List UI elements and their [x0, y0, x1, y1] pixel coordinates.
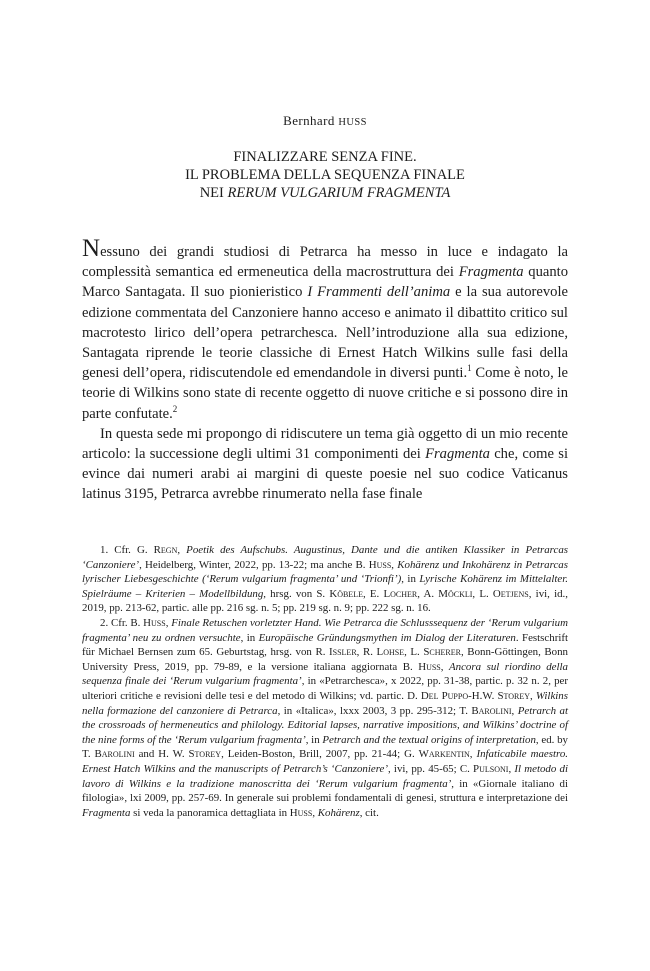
text-run-p1-i2: I Frammenti dell’anima — [307, 284, 451, 301]
text-run-n2-s29: , ed. by T. — [82, 733, 568, 761]
text-run-n2-s27: , in — [305, 733, 323, 746]
text-run-n1-s08: Kohärenz und Inkohärenz in Petrarcas lyrischer Liebesgeschichte (‘Rerum vulgarium fragmenta’ und ‘Trionfi’) — [82, 558, 568, 586]
text-run-n2-s43: si veda la panoramica dettagliata in — [130, 806, 290, 819]
text-run-n2-s47: , cit. — [359, 806, 379, 819]
footnote-2 — [82, 616, 568, 820]
text-run-n1-s06: Huss — [368, 558, 392, 571]
text-run-n2-s01: 2. Cfr. B. — [100, 616, 144, 629]
text-run-p1-t2: quanto Marco Santagata. Il suo pionieristico — [82, 264, 568, 301]
text-run-n2-s19: -H.W. — [468, 689, 498, 702]
text-run-n2-s40: Il metodo di lavoro di Wilkins e la tradizione manoscritta dei ‘Rerum vulgarium fragmenta’ — [82, 762, 568, 790]
text-run-n2-s04: Finale Retuschen vorletzter Hand. Wie Petrarca die Schlusssequenz der ‘Rerum vulgarium fragmenta’ neu zu ordnen versuchte — [82, 616, 568, 644]
text-run-n1-s10: Lyrische Kohärenz im Mittelalter. Spielräume – Kriterien – Modellbildung — [82, 573, 568, 600]
text-run-n2-s03: , — [165, 616, 172, 629]
text-run-n2-s25: , — [511, 704, 518, 717]
text-run-n2-s09: , R. — [356, 646, 377, 659]
text-run-p1-t3: e la sua autorevole edizione commentata del Canzoniere hanno acceso e animato il dibattito critico sul macrotesto lirico dell’opera petrarchesca. Nell’introduzione alla sua edizione, Santagata riprende le teorie classiche di Ernest Hatch Wilkins sulle fasi della genesi dell’opera, ridiscutendole ed emendandole in diversi punti. — [82, 284, 568, 382]
footnote-ref-2[interactable]: 2 — [172, 403, 178, 414]
text-run-n2-s26: Petrarch at the crossroads of hermeneutics and philology. Editorial lapses, narrative impositions, and Wilkins’ doctrine of the nine forms of the ‘Rerum vulgarium fragmenta’ — [82, 704, 568, 746]
text-run-n1-s11: , hrsg. von S. — [263, 587, 330, 600]
text-run-n1-s09: , in — [401, 573, 420, 586]
text-run-n2-s15: , — [440, 660, 449, 673]
text-run-n2-s22: Wilkins nella formazione del canzoniere di Petrarca — [82, 689, 568, 717]
text-run-n2-s11: , L. — [404, 646, 424, 659]
text-run-n2-s13: , Bonn-Göttingen, Bonn University Press, 2019, pp. 79-89, e la versione italiana aggiornata B. — [82, 646, 569, 673]
text-run-n1-s18: Oetjens — [492, 587, 529, 600]
text-run-n2-s23: , in «Italica», lxxx 2003, 3 pp. 295-312; T. — [277, 704, 472, 717]
text-run-n2-s32: Storey — [188, 748, 222, 761]
text-run-p1-t1: essuno dei grandi studiosi di Petrarca ha messo in luce e indagato la complessità semantica ed ermeneutica della macrostruttura dei — [82, 244, 568, 281]
text-run-n2-s28: Petrarch and the textual origins of interpretation — [322, 733, 536, 746]
text-run-n2-s45: , — [312, 806, 318, 819]
title-line-2: IL PROBLEMA DELLA SEQUENZA FINALE — [185, 167, 465, 183]
text-run-n2-s10: Lohse — [376, 646, 405, 659]
text-run-n2-s30: Barolini — [94, 748, 135, 761]
text-run-p1-i1: Fragmenta — [458, 264, 524, 281]
text-run-n2-s31: and H. W. — [134, 748, 189, 761]
text-run-n2-s05: , in — [240, 631, 259, 644]
text-run-n2-s35: , — [469, 748, 477, 761]
text-run-n2-s06: Europäische Gründungsmythen im Dialog der Literaturen — [258, 631, 516, 644]
text-run-n1-s05: , Heidelberg, Winter, 2022, pp. 13-22; ma anche B. — [139, 558, 369, 571]
text-run-n2-s46: Kohärenz — [317, 806, 360, 819]
main-text — [82, 235, 569, 505]
text-run-n1-s04: Poetik des Aufschubs. Augustinus, Dante und die antiken Klassiker in Petrarcas ‘Canzoniere’ — [82, 544, 569, 571]
title-line-1: FINALIZZARE SENZA FINE. — [233, 149, 417, 165]
text-run-n2-s12: Scherer — [423, 646, 461, 659]
footnotes — [82, 543, 568, 820]
text-run-n2-s33: , Leiden-Boston, Brill, 2007, pp. 21-44; G. — [221, 748, 419, 761]
paragraph-2 — [82, 424, 568, 505]
text-run-n2-s18: Del Puppo — [420, 689, 469, 702]
text-run-n2-s39: , — [508, 762, 515, 775]
text-run-n1-s17: , L. — [472, 587, 493, 600]
text-run-n1-s07: , — [391, 558, 398, 571]
author-last: HUSS — [338, 117, 367, 128]
text-run-n2-s44: Huss — [289, 806, 313, 819]
text-run-n1-s16: Möckli — [438, 587, 473, 600]
text-run-n2-s24: Barolini — [471, 704, 512, 717]
text-run-n2-s17: , in «Petrarchesca», x 2022, pp. 31-38, partic. p. 32 n. 2, per ulteriori critiche e revisioni delle tesi e del metodo di Wilkins; vd. partic. D. — [82, 675, 568, 702]
essay-title — [80, 148, 570, 202]
text-run-n2-s07: . Festschrift für Michael Bernsen zum 65. Geburtstag, hrsg. von R. — [82, 631, 569, 659]
text-run-n1-s02: Regn — [153, 544, 178, 556]
text-run-n1-s13: , E. — [362, 587, 384, 600]
author-first: Bernhard — [283, 113, 335, 128]
text-run-p2-t2: che, come si evince dai numeri arabi ai margini di queste poesie nel suo codice Vaticanus latinus 3195, Petrarca avrebbe rinumerato nella fase finale — [82, 446, 568, 503]
text-run-n1-s12: Köbele — [329, 587, 363, 600]
footnote-ref-1[interactable]: 1 — [467, 363, 472, 374]
text-run-n1-s15: , A. — [417, 587, 439, 600]
text-run-n2-s41: , in «Giornale italiano di filologia», lxi 2009, pp. 257-69. In generale sui problemi fondamentali di genesi, struttura e interpretazione dei — [82, 777, 569, 805]
text-run-title-line3-italic: RERUM VULGARIUM FRAGMENTA — [227, 185, 451, 201]
text-run-n2-s36: Infaticabile maestro. Ernest Hatch Wilkins and the manuscripts of Petrarch’s ‘Canzoniere’ — [82, 748, 568, 775]
author-name — [80, 113, 570, 129]
text-run-n2-s20: Storey — [497, 689, 531, 702]
title-line-3 — [80, 184, 570, 202]
text-run-n1-s01: 1. Cfr. G. — [100, 544, 154, 556]
text-run-n2-s02: Huss — [143, 616, 166, 629]
text-run-n2-s21: , — [530, 689, 536, 702]
text-run-n2-s14: Huss — [418, 660, 441, 673]
text-run-n2-s16: Ancora sul riordino della sequenza finale dei ‘Rerum vulgarium fragmenta’ — [82, 660, 568, 688]
text-run-n2-s08: Issler — [329, 646, 357, 659]
text-run-n2-s38: Pulsoni — [473, 762, 509, 775]
text-run-n2-s42: Fragmenta — [82, 806, 131, 819]
text-run-p2-t1: In questa sede mi propongo di ridiscutere un tema già oggetto di un mio recente articolo: la successione degli ultimi 31 componimenti dei — [82, 425, 568, 463]
footnote-1 — [82, 543, 568, 616]
text-run-n2-s34: Warkentin — [418, 748, 470, 761]
text-run-title-line3-prefix: NEI — [199, 185, 228, 201]
text-run-n1-s03: , — [177, 544, 187, 556]
text-run-n1-s14: Locher — [383, 587, 418, 600]
drop-cap: N — [82, 235, 101, 262]
text-run-p1-t4: Come è noto, le teorie di Wilkins sono state di recente oggetto di nuove critiche e si possono dire in parte confutate. — [82, 365, 569, 422]
paragraph-1 — [82, 235, 569, 424]
text-run-n2-s37: , ivi, pp. 45-65; C. — [388, 762, 474, 775]
text-run-p2-i1: Fragmenta — [425, 446, 490, 463]
text-run-n1-s19: , ivi, id., 2019, pp. 213-62, partic. alle pp. 216 sg. n. 5; pp. 219 sg. n. 9; pp. 222 sg. n. 16. — [82, 587, 568, 615]
